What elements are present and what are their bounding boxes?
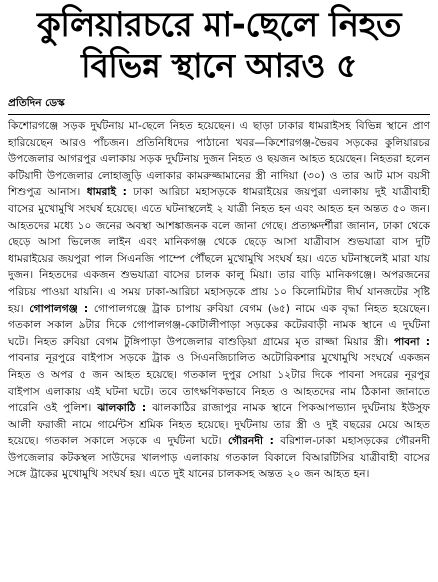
dateline-gournadi: গৌরনদী : xyxy=(227,435,274,448)
article-gopalganj: গোপালগঞ্জে ট্রাক চাপায় রুবিয়া বেগম (৬৫) নামে এক বৃদ্ধা নিহত হয়েছেন। গতকাল সকাল ৯টার দিকে গোপালগঞ্জ-কোটালীপাড়া সড়কের কটেরবাড়ী নামক স্থানে এ দুর্ঘটনা ঘটে। নিহত রুবিয়া বেগম টুঙ্গিপাড়া উপজেলার বাশুড়িয়া গ্রামের মৃত রাজ্জা মিয়ার স্ত্রী। xyxy=(8,302,430,348)
dateline-pabna: পাবনা : xyxy=(394,335,430,348)
article-pabna: পাবনার নূরপুরে বাইপাস সড়কে ট্রাক ও সিএনজিচালিত অটোরিকশার মুখোমুখি সংঘর্ষে একজন নিহত ও অপর ৫ জন আহত হয়েছে। গতকাল দুপুর সোয়া ১২টার দিকে পাবনা সদরের নূরপুর বাইপাস এলাকায় এই ঘটনা ঘটে। তবে তাৎক্ষণিকভাবে নিহত ও আহতদের নাম ঠিকানা জানাতে পারেনি ওই পুলিশ। xyxy=(8,352,430,415)
article-dhamrai: ঢাকা আরিচা মহাসড়কে ধামরাইয়ের জয়পুরা এলাকায় দুই যাত্রীবাহী বাসের মুখোমুখি সংঘর্ষ হয়েছে। এতে ঘটনাস্থলেই ২ যাত্রী নিহত হন এবং আহত হন অন্তত ৫০ জন। আহতদের মধ্যে ১০ জনের অবস্থা আশঙ্কাজনক বলে জানা গেছে। প্রত্যক্ষদর্শীরা জানান, ঢাকা থেকে ছেড়ে আসা ভিলেজ লাইন এবং মানিকগঞ্জ থেকে ছেড়ে আসা যাত্রীবাস শুভযাত্রা বাস দুটি ধামরাইয়ের জয়পুরা পাল সিএনজি পাম্পে পৌঁছলে মুখোমুখি সংঘর্ষ হয়। এতে ঘটনাস্থলেই মারা যায় দুজন। নিহতদের একজন শুভযাত্রা বাসের চালক কালু মিয়া। তার বাড়ি মানিকগঞ্জে। অপরজনের পরিচয় পাওয়া যায়নি। এ সময় ঢাকা-আরিচা মহাসড়কে প্রায় ১০ কিলোমিটার দীর্ঘ যানজটের সৃষ্টি হয়। xyxy=(8,186,430,315)
headline-line-1: কুলিয়ারচরে মা-ছেলে নিহত xyxy=(37,5,401,45)
byline: প্রতিদিন ডেস্ক xyxy=(8,97,65,109)
byline-section xyxy=(0,86,438,115)
dateline-jhalokathi: ঝালকাঠি : xyxy=(97,402,147,415)
article-body xyxy=(0,115,438,483)
dateline-gopalganj: গোপালগঞ্জ : xyxy=(29,302,89,315)
article-jhalokathi: ঝালকাঠির রাজাপুর নামক স্থানে পিকআপভ্যান দুর্ঘটনায় ইউসুফ আলী ফরাজী নামে গার্মেন্টস শ্রমিক নিহত হয়েছে। দুর্ঘটনায় তার স্ত্রী ও দুই বছরের মেয়ে আহত হয়েছে। গতকাল সকালে সড়কে এ দুর্ঘটনা ঘটে। xyxy=(8,402,431,448)
article-intro: কিশোরগঞ্জে সড়ক দুর্ঘটনায় মা-ছেলে নিহত হয়েছেন। এ ছাড়া ঢাকার ধামরাইসহ বিভিন্ন স্থানে প্রাণ হারিয়েছেন আরও পাঁচজন। প্রতিনিধিদের পাঠানো খবর—কিশোরগঞ্জ-ভৈরব সড়কের কুলিয়ারচর উপজেলার আগরপুর এলাকায় সড়ক দুর্ঘটনায় দুজন নিহত ও ছয়জন আহত হয়েছেন। নিহতরা হলেন কটিয়াদী উপজেলার লোহাজুড়ি এলাকার কামরুজ্জামানের স্ত্রী নাদিয়া (৩০) ও তার আট মাস বয়সী শিশুপুত্র আনাস। xyxy=(8,120,430,199)
article-paragraph xyxy=(8,118,430,483)
headline-line-2: বিভিন্ন স্থানে আরও ৫ xyxy=(81,46,357,85)
dateline-dhamrai: ধামরাই : xyxy=(86,186,127,199)
headline xyxy=(0,0,438,86)
article-gournadi: বরিশাল-ঢাকা মহাসড়কের গৌরনদী উপজেলার কটকস্থল সাউদের খালপাড় এলাকায় গতকাল বিকালে বিআরটিসির যাত্রীবাহী বাসের সঙ্গে ট্রাকের মুখোমুখি সংঘর্ষ হয়। এতে দুই যানের চালকসহ অন্তত ২০ জন আহত হন। xyxy=(8,435,430,481)
